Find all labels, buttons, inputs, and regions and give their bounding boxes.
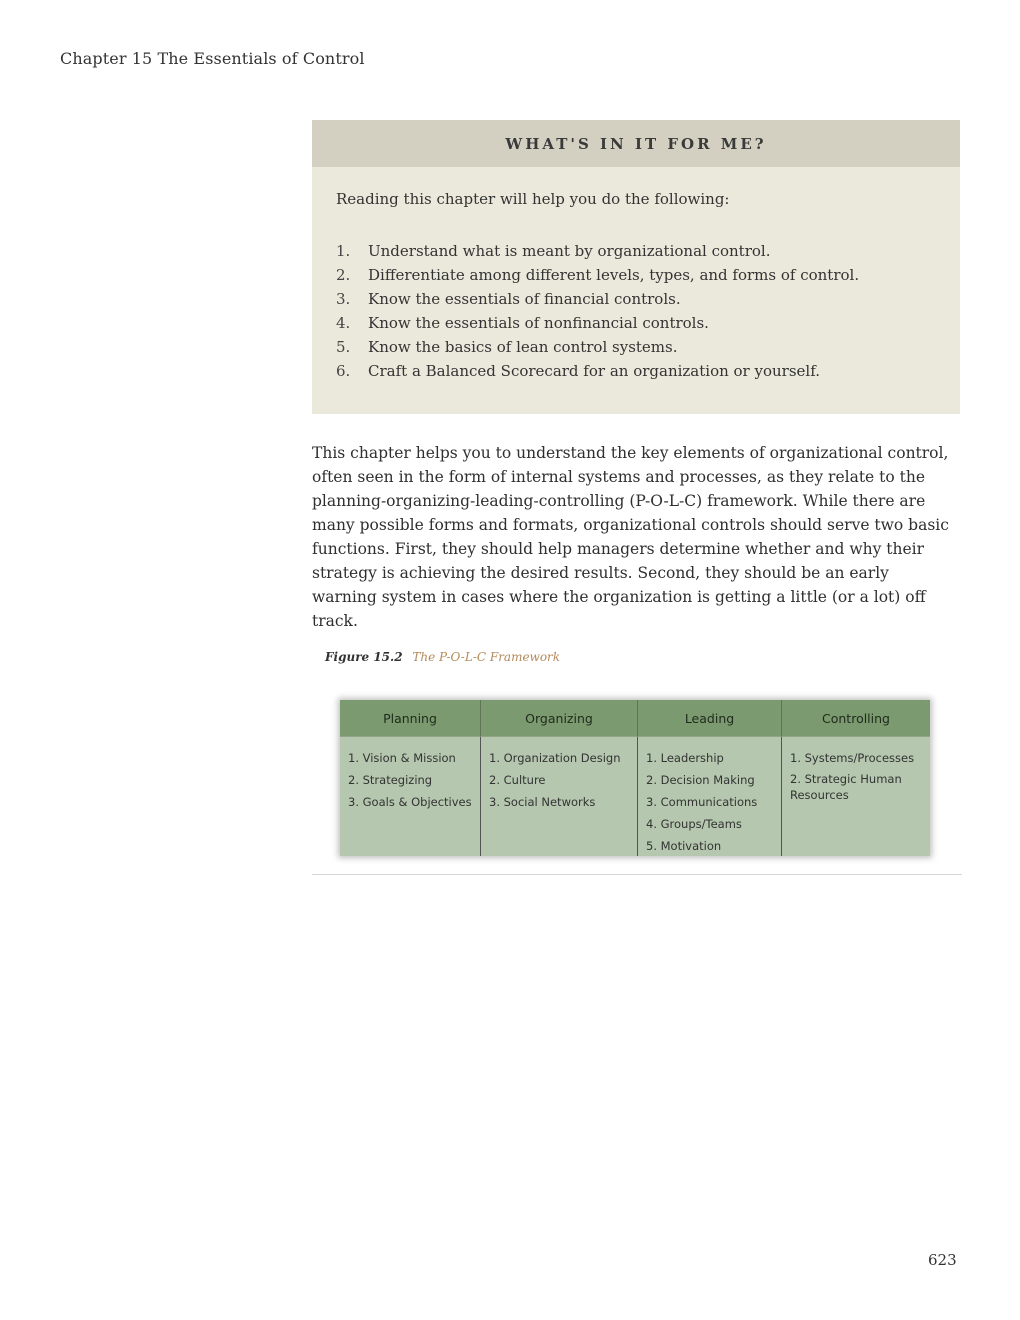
- list-item: 1. Organization Design: [489, 751, 621, 765]
- polc-column-organizing: [480, 700, 637, 856]
- item-text: Know the essentials of nonfinancial controls.: [368, 314, 709, 332]
- list-item: 4. Groups/Teams: [646, 817, 742, 831]
- item-number: 3.: [336, 290, 351, 308]
- item-number: 2.: [336, 266, 351, 284]
- figure-number: Figure 15.2: [325, 650, 403, 664]
- item-text: Know the essentials of financial controls.: [368, 290, 681, 308]
- column-items: [782, 737, 930, 803]
- list-item: 5. Motivation: [646, 839, 722, 853]
- list-item: [336, 311, 859, 335]
- list-item: 2. Strategizing: [348, 773, 433, 787]
- list-item: 1. Systems/Processes: [790, 751, 915, 765]
- list-item: 2. Decision Making: [646, 773, 755, 787]
- section-divider: [312, 874, 962, 875]
- item-text: Know the basics of lean control systems.: [368, 338, 678, 356]
- column-items: [340, 737, 480, 813]
- item-number: 4.: [336, 314, 351, 332]
- figure-caption: [325, 650, 560, 664]
- column-heading: Leading: [637, 700, 781, 737]
- item-text: Differentiate among different levels, types, and forms of control.: [368, 266, 860, 284]
- item-text: Understand what is meant by organizational control.: [368, 242, 771, 260]
- item-number: 1.: [336, 242, 351, 260]
- list-item: 1. Leadership: [646, 751, 724, 765]
- list-item: 2. Culture: [489, 773, 546, 787]
- list-item: 3. Goals & Objectives: [348, 795, 472, 809]
- polc-column-controlling: [781, 700, 930, 856]
- column-heading: Controlling: [781, 700, 930, 737]
- learning-objectives-list: [336, 239, 859, 383]
- list-item: [336, 263, 859, 287]
- column-heading: Planning: [340, 700, 480, 737]
- whats-in-it-for-me-box: [312, 120, 960, 414]
- list-item: [336, 239, 859, 263]
- polc-column-leading: [637, 700, 781, 856]
- list-item: 1. Vision & Mission: [348, 751, 456, 765]
- figure-title: The P-O-L-C Framework: [412, 650, 561, 664]
- polc-framework-figure: [340, 700, 930, 856]
- list-item: [336, 287, 859, 311]
- item-text: Craft a Balanced Scorecard for an organization or yourself.: [368, 362, 820, 380]
- box-title: WHAT'S IN IT FOR ME?: [312, 120, 960, 167]
- body-paragraph: This chapter helps you to understand the key elements of organizational control, often seen in the form of internal systems and processes, as they relate to the planning-organizing-leading-controlling (P-O-L-C) framework. While there are many possible forms and formats, organizational controls should serve two basic functions. First, they should help managers determine whether and why their strategy is achieving the desired results. Second, they should be an early warning system in cases where the organization is getting a little (or a lot) off track.: [312, 444, 949, 630]
- column-items: [481, 737, 637, 813]
- list-item: [336, 335, 859, 359]
- list-item: 3. Communications: [646, 795, 758, 809]
- body-text: [312, 441, 952, 633]
- polc-column-planning: [340, 700, 480, 856]
- box-intro: Reading this chapter will help you do the following:: [336, 190, 730, 208]
- list-item: [336, 359, 859, 383]
- item-number: 6.: [336, 362, 351, 380]
- page-number: 623: [928, 1251, 957, 1269]
- column-heading: Organizing: [480, 700, 637, 737]
- list-item: 2. Strategic Human Resources: [790, 772, 902, 802]
- running-header: Chapter 15 The Essentials of Control: [60, 49, 365, 68]
- list-item: 3. Social Networks: [489, 795, 596, 809]
- column-items: [638, 737, 781, 857]
- item-number: 5.: [336, 338, 351, 356]
